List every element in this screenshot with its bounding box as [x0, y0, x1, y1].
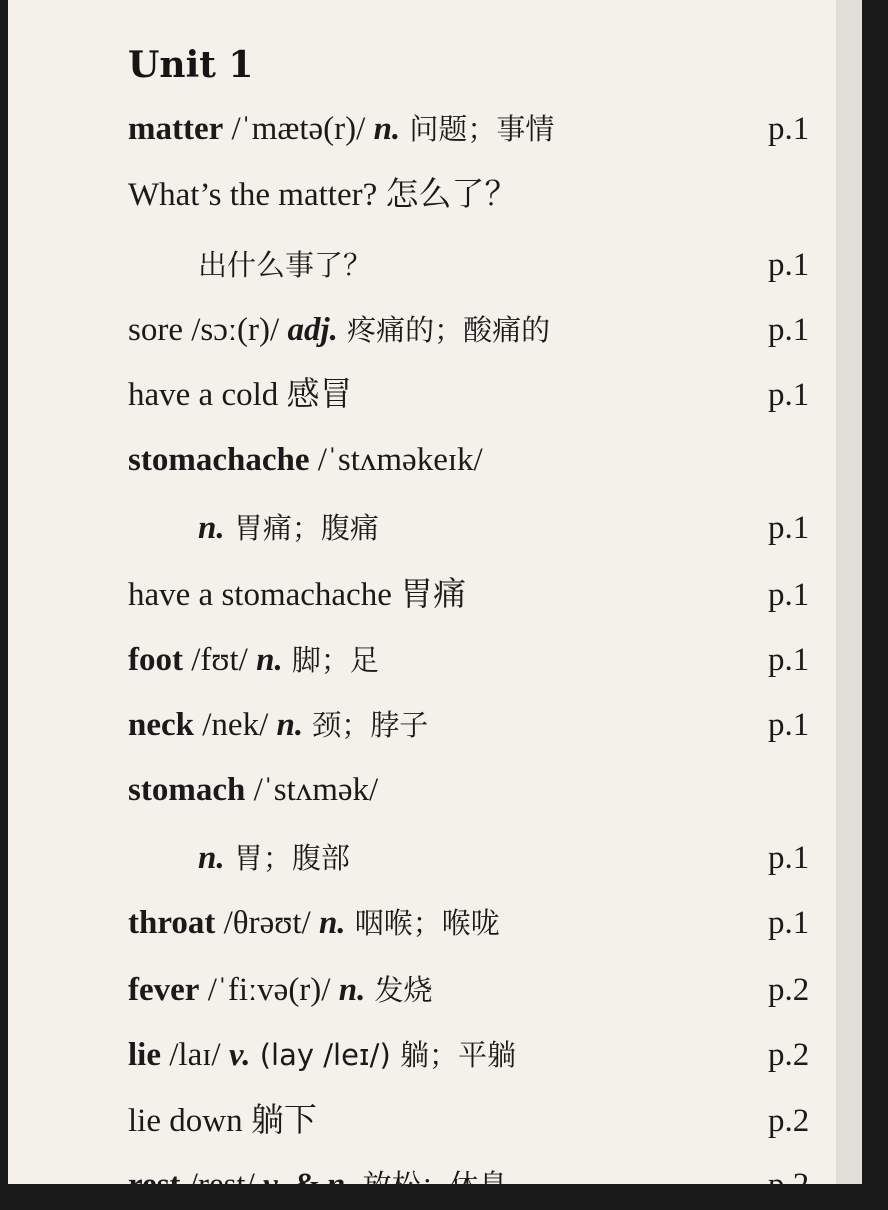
book-page — [8, 0, 862, 1203]
meaning: 脚；足 — [282, 643, 379, 677]
part-of-speech: n. — [318, 905, 346, 941]
page-reference: p.2 — [768, 1037, 810, 1073]
part-of-speech: n. — [198, 840, 225, 876]
page-reference: p.1 — [768, 510, 810, 546]
part-of-speech: v. & n. — [263, 1167, 354, 1203]
page-reference: p.1 — [768, 905, 810, 941]
meaning: 咽喉；喉咙 — [345, 906, 500, 940]
vocab-entry — [198, 503, 379, 553]
phonetic: /ˈstʌmək/ — [245, 772, 379, 808]
headword: foot — [128, 642, 183, 678]
page-reference: p.1 — [768, 377, 810, 413]
vocab-entry — [128, 965, 433, 1015]
unit-heading: Unit 1 — [128, 44, 254, 86]
headword: rest — [128, 1167, 181, 1203]
vocab-entry — [128, 370, 353, 420]
headword: throat — [128, 905, 216, 941]
headword: sore — [128, 312, 183, 348]
part-of-speech: v. — [228, 1037, 251, 1073]
phonetic: /ˈstʌməkeɪk/ — [309, 442, 483, 478]
part-of-speech: n. — [373, 111, 401, 147]
meaning: lie down 躺下 — [128, 1103, 317, 1139]
meaning: 疼痛的；酸痛的 — [337, 313, 551, 347]
phonetic: /ˈfiːvə(r)/ — [199, 972, 339, 1008]
page-reference: p.2 — [768, 1167, 810, 1203]
part-of-speech: n. — [276, 707, 304, 743]
vocab-entry — [128, 635, 379, 685]
vocab-entry — [128, 570, 466, 620]
phonetic: /θrəʊt/ — [215, 905, 319, 941]
headword: lie — [128, 1037, 161, 1073]
vocab-entry — [128, 305, 550, 355]
phonetic: /fʊt/ — [182, 642, 257, 678]
meaning: 发烧 — [365, 973, 433, 1007]
page-reference: p.1 — [768, 642, 810, 678]
meaning: (lay /leɪ/) 躺；平躺 — [250, 1038, 516, 1072]
phonetic: /ˈmætə(r)/ — [223, 111, 374, 147]
vocab-entry — [198, 240, 372, 290]
page-reference: p.2 — [768, 1103, 810, 1139]
headword: fever — [128, 972, 200, 1008]
vocab-entry — [128, 765, 378, 815]
page-reference: p.1 — [768, 247, 810, 283]
meaning: 胃；腹部 — [224, 841, 350, 875]
phonetic: /rest/ — [180, 1167, 264, 1203]
headword: stomach — [128, 772, 246, 808]
page-edge-shadow — [836, 0, 862, 1184]
vocab-entry — [128, 170, 517, 220]
vocab-entry — [128, 1030, 516, 1080]
meaning: 问题；事情 — [400, 112, 555, 146]
page-reference: p.1 — [768, 707, 810, 743]
phonetic: /sɔː(r)/ — [182, 312, 288, 348]
vocab-entry — [128, 898, 500, 948]
vocab-entry — [128, 1160, 508, 1210]
meaning: 胃痛；腹痛 — [224, 511, 379, 545]
meaning: 放松；休息 — [353, 1168, 508, 1202]
part-of-speech: adj. — [287, 312, 338, 348]
headword: stomachache — [128, 442, 310, 478]
page-reference: p.1 — [768, 312, 810, 348]
page-reference: p.2 — [768, 972, 810, 1008]
meaning: 出什么事了？ — [198, 248, 373, 282]
vocab-entry — [198, 833, 350, 883]
page-reference: p.1 — [768, 111, 810, 147]
vocab-entry — [128, 435, 483, 485]
part-of-speech: n. — [198, 510, 225, 546]
meaning: 颈；脖子 — [303, 708, 429, 742]
page-reference: p.1 — [768, 577, 810, 613]
part-of-speech: n. — [338, 972, 366, 1008]
meaning: What’s the matter? 怎么了？ — [128, 177, 518, 213]
phonetic: /laɪ/ — [160, 1037, 229, 1073]
meaning: have a stomachache 胃痛 — [128, 577, 467, 613]
vocab-entry — [128, 700, 428, 750]
headword: matter — [128, 111, 224, 147]
vocab-entry — [128, 1096, 317, 1146]
vocab-entry — [128, 104, 554, 154]
part-of-speech: n. — [256, 642, 283, 678]
headword: neck — [128, 707, 194, 743]
phonetic: /nek/ — [194, 707, 277, 743]
meaning: have a cold 感冒 — [128, 377, 353, 413]
page-reference: p.1 — [768, 840, 810, 876]
